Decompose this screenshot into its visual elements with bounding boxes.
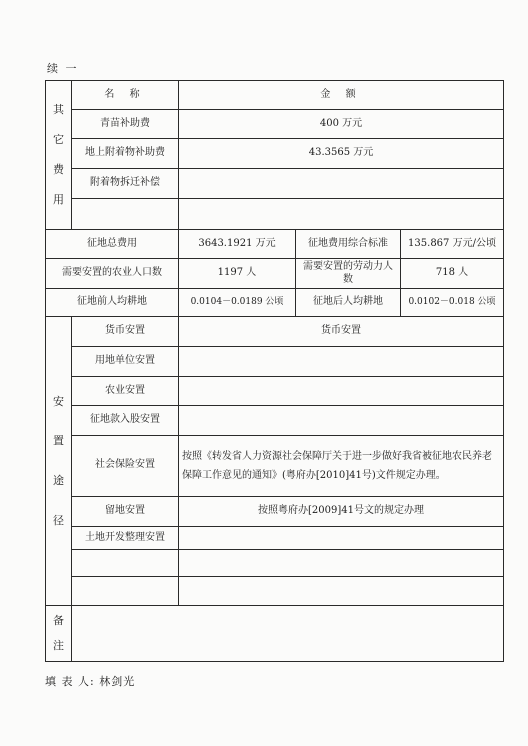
fee-name: 附着物拆迁补偿	[72, 168, 179, 199]
fee-row	[46, 139, 504, 169]
resettlement-content	[179, 406, 504, 436]
fee-name: 青苗补助费	[72, 109, 179, 139]
resettlement-name: 货币安置	[72, 317, 179, 347]
other-fees-side-label: 其 它 费 用	[46, 81, 72, 230]
resettlement-row	[46, 376, 504, 406]
summary-label: 征地费用综合标准	[296, 229, 401, 259]
remarks-row	[46, 605, 504, 661]
resettlement-name: 土地开发整理安置	[72, 527, 179, 549]
resettlement-name	[72, 549, 179, 577]
form-filler	[45, 673, 135, 689]
fee-amount	[179, 199, 504, 230]
summary-value: 0.0102－0.018 公顷	[401, 288, 504, 317]
land-acquisition-form	[45, 80, 504, 662]
continuation-label: 续 一	[47, 62, 79, 75]
summary-label: 征地前人均耕地	[46, 288, 179, 317]
resettlement-content	[179, 527, 504, 549]
filler-label: 填 表 人:	[45, 675, 95, 688]
summary-label: 征地总费用	[46, 229, 179, 259]
summary-row	[46, 259, 504, 289]
resettlement-name: 征地款入股安置	[72, 406, 179, 436]
resettlement-content: 按照粤府办[2009]41号文的规定办理	[179, 496, 504, 527]
resettlement-content: 货币安置	[179, 317, 504, 347]
filler-name: 林剑光	[99, 675, 136, 688]
resettlement-row	[46, 346, 504, 376]
summary-row	[46, 288, 504, 317]
resettlement-row	[46, 549, 504, 577]
summary-value: 1197 人	[179, 259, 296, 289]
amount-column-header: 金 额	[179, 81, 504, 110]
resettlement-content	[179, 577, 504, 606]
resettlement-side-label: 安 置 途 径	[46, 317, 72, 605]
resettlement-name: 留地安置	[72, 496, 179, 527]
resettlement-name	[72, 577, 179, 606]
fee-row	[46, 109, 504, 139]
resettlement-row	[46, 406, 504, 436]
fee-amount: 43.3565 万元	[179, 139, 504, 169]
resettlement-content: 按照《转发省人力资源社会保障厅关于进一步做好我省被征地农民养老保障工作意见的通知》(粤府办[2010]41号)文件规定办理。	[179, 435, 504, 496]
summary-label: 征地后人均耕地	[296, 288, 401, 317]
resettlement-row	[46, 435, 504, 496]
summary-row	[46, 229, 504, 259]
resettlement-row	[46, 317, 504, 347]
fee-amount: 400 万元	[179, 109, 504, 139]
resettlement-name: 社会保险安置	[72, 435, 179, 496]
name-column-header: 名 称	[72, 81, 179, 110]
summary-value: 135.867 万元/公顷	[401, 229, 504, 259]
fee-row	[46, 199, 504, 230]
summary-value: 0.0104－0.0189 公顷	[179, 288, 296, 317]
resettlement-row	[46, 496, 504, 527]
summary-value: 718 人	[401, 259, 504, 289]
other-fees-header-row	[46, 81, 504, 110]
resettlement-row	[46, 577, 504, 606]
fee-row	[46, 168, 504, 199]
summary-value: 3643.1921 万元	[179, 229, 296, 259]
resettlement-content	[179, 549, 504, 577]
fee-amount	[179, 168, 504, 199]
remarks-content	[72, 605, 504, 661]
resettlement-name: 农业安置	[72, 376, 179, 406]
fee-name	[72, 199, 179, 230]
fee-name: 地上附着物补助费	[72, 139, 179, 169]
summary-label: 需要安置的农业人口数	[46, 259, 179, 289]
resettlement-name: 用地单位安置	[72, 346, 179, 376]
resettlement-content	[179, 346, 504, 376]
resettlement-row	[46, 527, 504, 549]
summary-label: 需要安置的劳动力人数	[296, 259, 401, 289]
resettlement-content	[179, 376, 504, 406]
remarks-side-label: 备 注	[46, 605, 72, 661]
